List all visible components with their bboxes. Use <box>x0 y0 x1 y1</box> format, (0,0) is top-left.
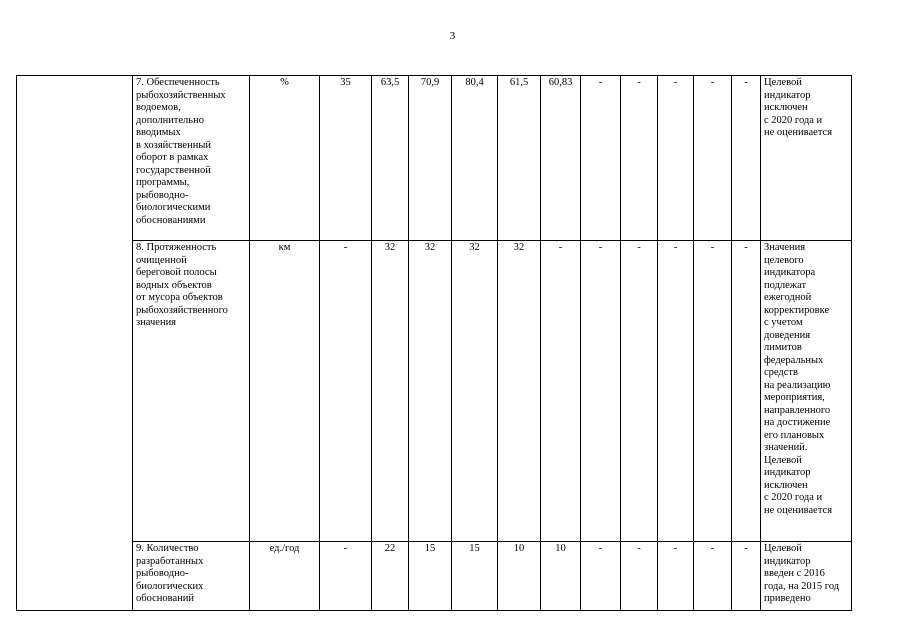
value-cell: - <box>658 542 694 611</box>
value-cell: - <box>621 76 658 241</box>
value-cell: 10 <box>541 542 581 611</box>
value-cell: - <box>320 241 372 542</box>
value-cell: 15 <box>452 542 498 611</box>
value-cell: 63,5 <box>372 76 409 241</box>
note-cell: Целевой индикатор исключен с 2020 года и не оценивается <box>761 76 852 241</box>
unit-cell: % <box>250 76 320 241</box>
page-number: 3 <box>449 30 456 42</box>
value-cell: - <box>621 241 658 542</box>
value-cell: - <box>621 542 658 611</box>
value-cell: 70,9 <box>409 76 452 241</box>
value-cell: 60,83 <box>541 76 581 241</box>
note-cell: Целевой индикатор введен с 2016 года, на 2015 год приведено <box>761 542 852 611</box>
value-cell: - <box>732 542 761 611</box>
value-cell: - <box>694 76 732 241</box>
value-cell: - <box>541 241 581 542</box>
value-cell: 35 <box>320 76 372 241</box>
value-cell: 32 <box>498 241 541 542</box>
table-row <box>17 76 852 241</box>
value-cell: - <box>581 241 621 542</box>
value-cell: 32 <box>452 241 498 542</box>
value-cell: - <box>694 241 732 542</box>
value-cell: 22 <box>372 542 409 611</box>
table-row <box>17 241 852 542</box>
value-cell: 80,4 <box>452 76 498 241</box>
indicator-name: 8. Протяженность очищенной береговой полосы водных объектов от мусора объектов рыбохозяйственного значения <box>133 241 250 542</box>
value-cell: - <box>658 241 694 542</box>
indicators-table <box>16 75 852 611</box>
note-cell: Значения целевого индикатора подлежат ежегодной корректировке с учетом доведения лимитов федеральных средств на реализацию мероприятия, направленного на достижение его плановых значений. Целевой индикатор исключен с 2020 года и не оценивается <box>761 241 852 542</box>
value-cell: - <box>694 542 732 611</box>
unit-cell: км <box>250 241 320 542</box>
table-row <box>17 542 852 611</box>
indicator-name: 7. Обеспеченность рыбохозяйственных водоемов, дополнительно вводимых в хозяйственный оборот в рамках государственной программы, рыбоводно- биологическими обоснованиями <box>133 76 250 241</box>
indicator-name: 9. Количество разработанных рыбоводно- биологических обоснований <box>133 542 250 611</box>
unit-cell: ед./год <box>250 542 320 611</box>
value-cell: - <box>581 76 621 241</box>
value-cell: - <box>732 76 761 241</box>
value-cell: 10 <box>498 542 541 611</box>
value-cell: 32 <box>409 241 452 542</box>
value-cell: - <box>320 542 372 611</box>
value-cell: 32 <box>372 241 409 542</box>
empty-cell <box>17 76 133 611</box>
value-cell: 61,5 <box>498 76 541 241</box>
value-cell: 15 <box>409 542 452 611</box>
value-cell: - <box>732 241 761 542</box>
value-cell: - <box>581 542 621 611</box>
value-cell: - <box>658 76 694 241</box>
